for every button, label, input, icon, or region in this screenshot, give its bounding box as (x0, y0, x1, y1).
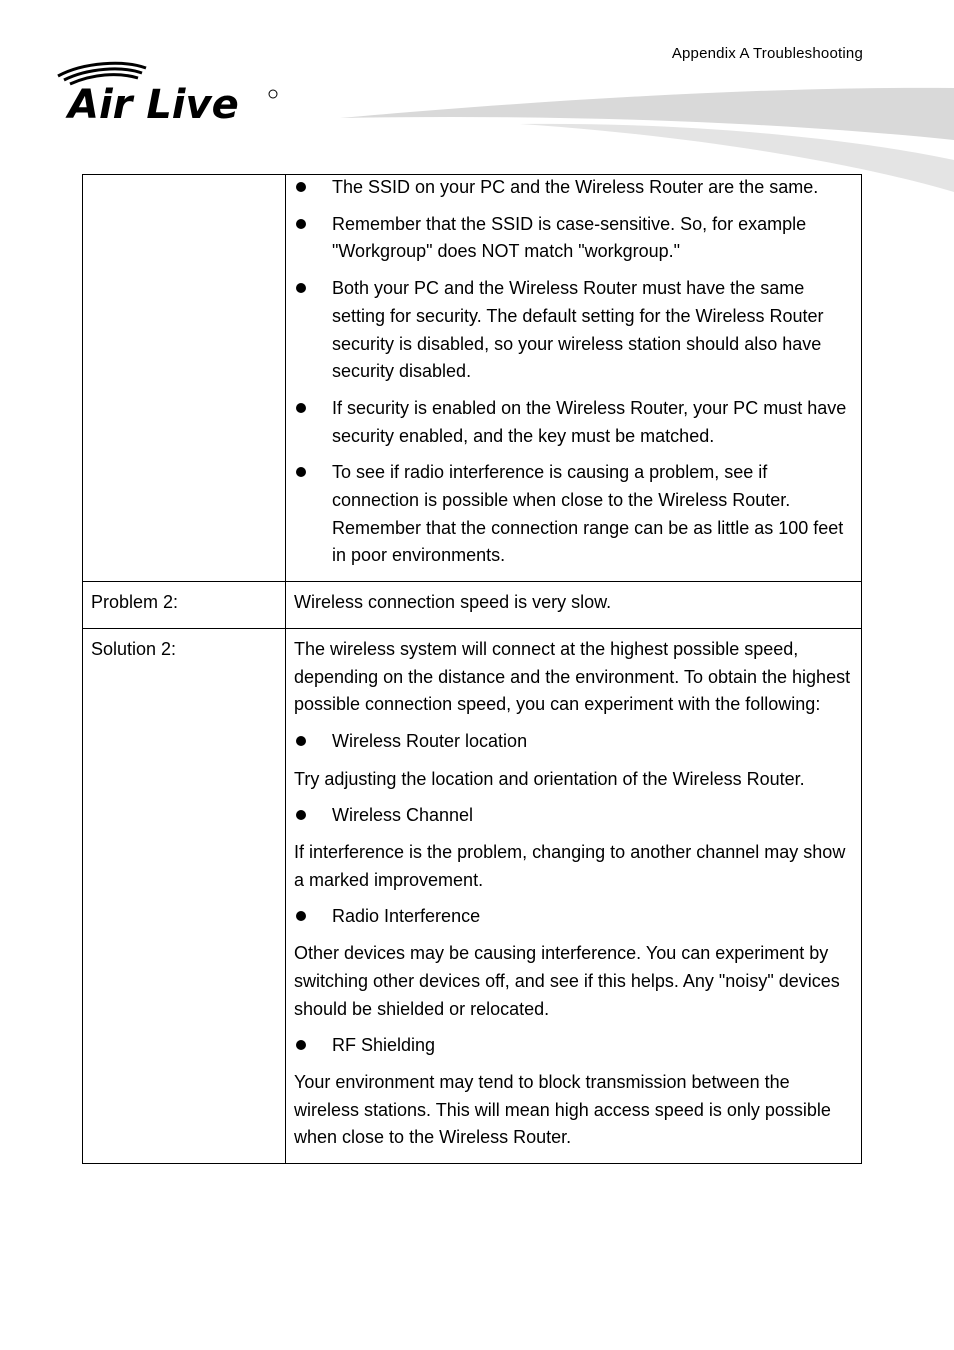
solution-intro: The wireless system will connect at the highest possible speed, depending on the distance and the environment. To obtain the highest possible connection speed, you can experiment with the following: (294, 638, 851, 715)
item-description: Other devices may be causing interference. You can experiment by switching other devices off, and see if this helps. Any "noisy" devices should be shielded or relocated. (294, 943, 840, 1019)
item-description: Try adjusting the location and orientation of the Wireless Router. (294, 768, 805, 789)
troubleshooting-table (82, 174, 862, 1164)
problem-text: Wireless connection speed is very slow. (286, 582, 862, 629)
list-item: The SSID on your PC and the Wireless Router are the same. (294, 174, 853, 202)
list-item: To see if radio interference is causing a problem, see if connection is possible when close to the Wireless Router. Remember that the connection range can be as little as 100 feet in poor environments. (294, 459, 853, 570)
list-item: RF Shielding (294, 1032, 853, 1060)
list-item: Both your PC and the Wireless Router must have the same setting for security. The default setting for the Wireless Router security is disabled, so your wireless station should also have security disabled. (294, 275, 853, 386)
checklist-cell (286, 175, 862, 582)
logo-text: Air Live (68, 82, 239, 128)
list-item: Radio Interference (294, 903, 853, 931)
item-description: Your environment may tend to block transmission between the wireless stations. This will mean high access speed is only possible when close to the Wireless Router. (294, 1071, 831, 1148)
solution-cell (286, 628, 862, 1163)
row-label-empty (83, 175, 286, 582)
item-description: If interference is the problem, changing to another channel may show a marked improvement. (294, 842, 846, 890)
list-item: Remember that the SSID is case-sensitive. So, for example "Workgroup" does NOT match "workgroup." (294, 211, 853, 266)
list-item: If security is enabled on the Wireless Router, your PC must have security enabled, and the key must be matched. (294, 395, 853, 450)
solution-label: Solution 2: (83, 628, 286, 1163)
table-row (83, 175, 862, 582)
table-row (83, 582, 862, 629)
airlive-logo (54, 58, 284, 128)
section-title: Appendix A Troubleshooting (671, 45, 863, 62)
problem-label: Problem 2: (83, 582, 286, 629)
list-item: Wireless Channel (294, 802, 853, 830)
table-row (83, 628, 862, 1163)
list-item: Wireless Router location (294, 728, 853, 756)
